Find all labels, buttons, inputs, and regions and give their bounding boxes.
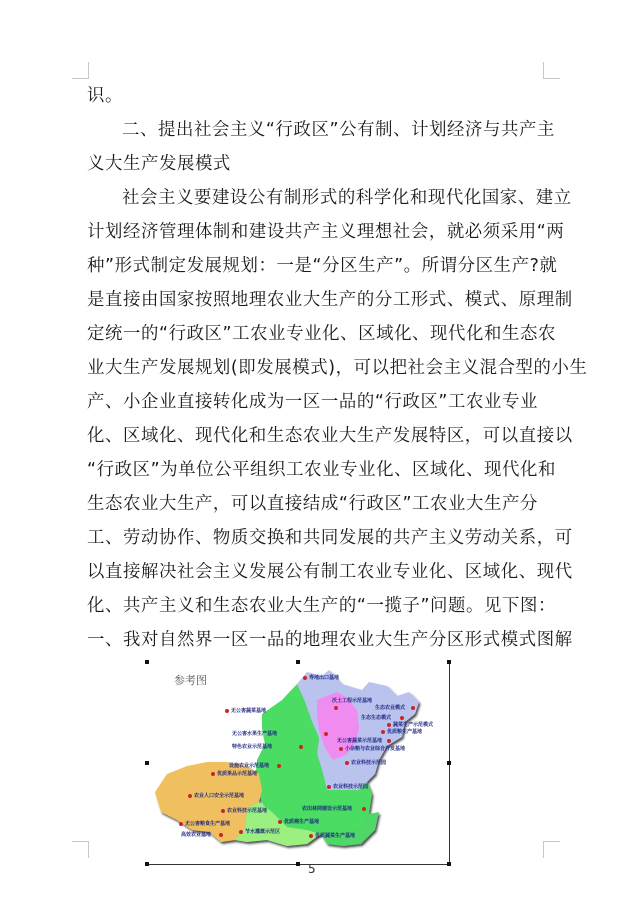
map-label: 优质粮生产基地 bbox=[387, 729, 423, 735]
margin-corner-top-left bbox=[72, 62, 89, 79]
map-marker-icon bbox=[299, 745, 303, 749]
figure-title-line[interactable]: 一、我对自然界一区一品的地理农业大生产分区形式模式图解 bbox=[87, 630, 573, 650]
text-line[interactable]: 业大生产发展规划(即发展模式)，可以把社会主义混合型的小生 bbox=[87, 358, 588, 378]
map-marker-icon bbox=[225, 709, 229, 713]
resize-handle-top-right[interactable] bbox=[447, 660, 451, 664]
map-label: 节水灌溉示范区 bbox=[245, 829, 281, 835]
map-marker-icon bbox=[303, 676, 307, 680]
map-marker-icon bbox=[211, 772, 215, 776]
map-marker-icon bbox=[327, 785, 331, 789]
section-heading-line[interactable]: 义大生产发展模式 bbox=[87, 154, 231, 174]
document-body[interactable] bbox=[87, 79, 588, 657]
margin-corner-bottom-right bbox=[543, 841, 560, 858]
resize-handle-bottom-middle[interactable] bbox=[296, 862, 300, 866]
text-line[interactable]: 定统一的“行政区”工农业专业化、区域化、现代化和生态农 bbox=[87, 324, 556, 344]
text-line[interactable]: 是直接由国家按照地理农业大生产的分工形式、模式、原理制 bbox=[87, 290, 573, 310]
text-line[interactable]: 工、劳动协作、物质交换和共同发展的共产主义劳动关系，可 bbox=[87, 528, 573, 548]
map-marker-icon bbox=[362, 807, 366, 811]
map-label: 农业科技示范园 bbox=[351, 760, 387, 766]
map-marker-icon bbox=[387, 739, 391, 743]
margin-corner-bottom-left bbox=[72, 841, 89, 858]
text-line[interactable]: 化、共产主义和生态农业大生产的“一揽子”问题。见下图： bbox=[87, 596, 556, 616]
map-label: 优质果品示范基地 bbox=[217, 771, 258, 777]
text-line[interactable]: 生态农业大生产，可以直接结成“行政区”工农业大生产分 bbox=[87, 494, 538, 514]
resize-handle-bottom-right[interactable] bbox=[447, 862, 451, 866]
map-marker-icon bbox=[277, 764, 281, 768]
map-marker-icon bbox=[309, 834, 313, 838]
map-label: 高效农业基地 bbox=[181, 832, 212, 838]
map-label: 沃土工程示范基地 bbox=[332, 698, 373, 704]
resize-handle-middle-left[interactable] bbox=[145, 761, 149, 765]
map-label: 无公害蔬菜基地 bbox=[231, 708, 267, 714]
map-marker-icon bbox=[381, 730, 385, 734]
map-label: 小杂粮与农业综合开发基地 bbox=[345, 746, 406, 752]
map-label: 农田林网建设示范基地 bbox=[302, 806, 353, 812]
margin-corner-top-right bbox=[543, 62, 560, 79]
map-label: 农业科技示范基地 bbox=[227, 808, 268, 814]
map-marker-icon bbox=[278, 820, 282, 824]
map-label: 无公害水果生产基地 bbox=[232, 731, 278, 737]
map-marker-icon bbox=[339, 747, 343, 751]
map-marker-icon bbox=[324, 732, 328, 736]
text-line[interactable]: 产、小企业直接转化成为一区一品的“行政区”工农业专业 bbox=[87, 392, 538, 412]
text-line[interactable]: 社会主义要建设公有制形式的科学化和现代化国家、建立 bbox=[122, 188, 572, 208]
text-line[interactable]: “行政区”为单位公平组织工农业专业化、区域化、现代化和 bbox=[87, 460, 556, 480]
resize-handle-top-middle[interactable] bbox=[296, 660, 300, 664]
map-label: 无公害粮食生产基地 bbox=[185, 821, 231, 827]
map-label: 蔬菜生产示范模式 bbox=[393, 722, 434, 728]
map-marker-icon bbox=[411, 706, 415, 710]
map-label: 寿地出口基地 bbox=[309, 675, 340, 681]
map-marker-icon bbox=[400, 716, 404, 720]
page-number: 5 bbox=[308, 862, 316, 876]
map-marker-icon bbox=[334, 706, 338, 710]
map-marker-icon bbox=[179, 822, 183, 826]
map-marker-icon bbox=[239, 830, 243, 834]
resize-handle-middle-right[interactable] bbox=[447, 761, 451, 765]
resize-handle-bottom-left[interactable] bbox=[145, 862, 149, 866]
map-marker-icon bbox=[387, 723, 391, 727]
map-label: 农业人口安全示范基地 bbox=[194, 793, 245, 799]
map-marker-icon bbox=[219, 833, 223, 837]
map-label: 农业科技示范园 bbox=[333, 784, 369, 790]
map-marker-icon bbox=[221, 809, 225, 813]
resize-handle-top-left[interactable] bbox=[145, 660, 149, 664]
map-label: 优质蔬菜生产基地 bbox=[315, 833, 356, 839]
map-label: 生态农业模式 bbox=[375, 705, 406, 711]
map-marker-icon bbox=[188, 794, 192, 798]
map-caption: 参考图 bbox=[174, 674, 207, 687]
text-line[interactable]: 化、区域化、现代化和生态农业大生产发展特区，可以直接以 bbox=[87, 426, 573, 446]
section-heading-line[interactable]: 二、提出社会主义“行政区”公有制、计划经济与共产主 bbox=[122, 120, 556, 140]
text-line[interactable]: 识。 bbox=[87, 86, 123, 106]
map-label: 优质棉生产基地 bbox=[284, 819, 320, 825]
map-figure[interactable] bbox=[147, 662, 450, 865]
map-label: 生态生态模式 bbox=[361, 715, 392, 721]
map-label: 无公害蔬菜示范基地 bbox=[337, 738, 383, 744]
map-marker-icon bbox=[345, 761, 349, 765]
text-line[interactable]: 计划经济管理体制和建设共产主义理想社会，就必须采用“两 bbox=[87, 222, 565, 242]
text-line[interactable]: 种”形式制定发展规划：一是“分区生产”。所谓分区生产?就 bbox=[87, 256, 558, 276]
map-label: 设施农业示范基地 bbox=[229, 763, 270, 769]
text-line[interactable]: 以直接解决社会主义发展公有制工农业专业化、区域化、现代 bbox=[87, 562, 573, 582]
map-label: 特色农业示范基地 bbox=[232, 744, 273, 750]
